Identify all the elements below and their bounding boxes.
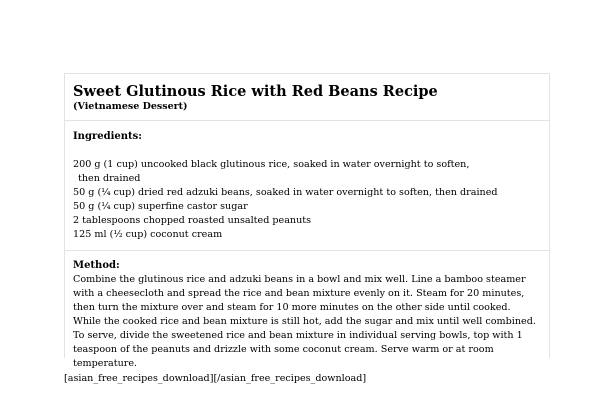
title-section bbox=[65, 74, 549, 121]
ingredients-section bbox=[65, 121, 549, 251]
method-text: Combine the glutinous rice and adzuki beans in a bowl and mix well. Line a bamboo steamer with a cheesecloth and spread the rice and bean mixture evenly on it. Steam for 20 minutes, then turn the mixture over and steam for 10 more minutes on the other side until cooked. While the cooked rice and bean mixture is still hot, add the sugar and mix until well combined. To serve, divide the sweetened rice and bean mixture in individual serving bowls, top with 1 teaspoon of the peanuts and drizzle with some coconut cream. Serve warm or at room temperature. bbox=[73, 274, 536, 369]
recipe-subtitle: (Vietnamese Dessert) bbox=[73, 101, 188, 112]
ingredient-line: 50 g (¼ cup) superfine castor sugar bbox=[73, 201, 248, 212]
method-heading: Method: bbox=[73, 260, 120, 271]
ingredient-line: then drained bbox=[78, 173, 141, 184]
ingredients-heading: Ingredients: bbox=[73, 131, 142, 142]
ingredient-line: 50 g (¼ cup) dried red adzuki beans, soaked in water overnight to soften, then drained bbox=[73, 187, 498, 198]
recipe-title: Sweet Glutinous Rice with Red Beans Recipe bbox=[73, 83, 438, 100]
ingredients-list bbox=[73, 158, 541, 242]
method-section bbox=[65, 251, 549, 379]
footer-shortcode: [asian_free_recipes_download][/asian_free_recipes_download] bbox=[64, 373, 367, 384]
ingredient-line: 2 tablespoons chopped roasted unsalted peanuts bbox=[73, 215, 312, 226]
recipe-card bbox=[64, 73, 550, 369]
ingredient-line: 200 g (1 cup) uncooked black glutinous rice, soaked in water overnight to soften, bbox=[73, 159, 470, 170]
ingredient-line: 125 ml (½ cup) coconut cream bbox=[73, 229, 223, 240]
